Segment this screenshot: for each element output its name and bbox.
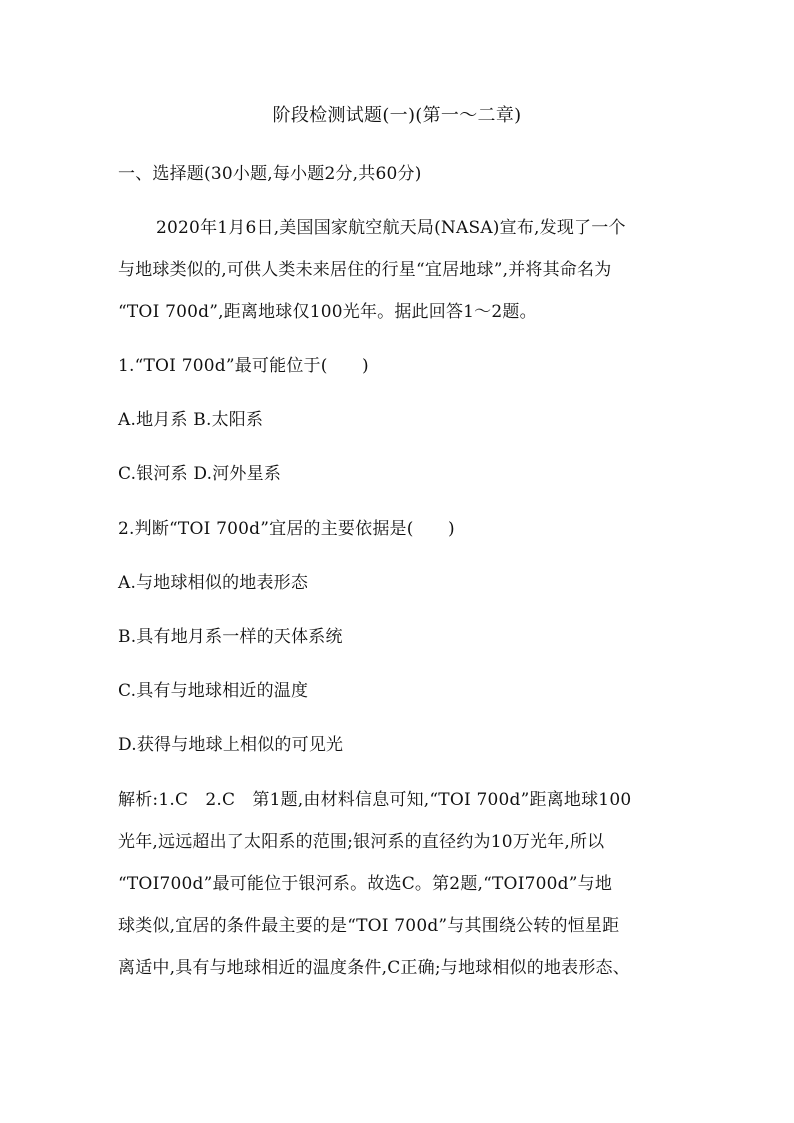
question-1-options-ab: A.地月系 B.太阳系 [118,410,264,430]
passage-line-1: 2020年1月6日,美国国家航空航天局(NASA)宣布,发现了一个 [156,218,626,238]
analysis-line-3: “TOI700d”最可能位于银河系。故选C。第2题,“TOI700d”与地 [118,874,613,894]
question-2-option-c: C.具有与地球相近的温度 [118,681,309,701]
question-2-option-a: A.与地球相似的地表形态 [118,573,309,593]
question-2-stem: 2.判断“TOI 700d”宜居的主要依据是( ) [118,519,455,539]
analysis-line-2: 光年,远远超出了太阳系的范围;银河系的直径约为10万光年,所以 [118,832,605,852]
analysis-line-4: 球类似,宜居的条件最主要的是“TOI 700d”与其围绕公转的恒星距 [118,916,620,936]
document-title: 阶段检测试题(一)(第一～二章) [272,105,522,126]
analysis-line-5: 离适中,具有与地球相近的温度条件,C正确;与地球相似的地表形态、 [118,958,630,978]
section-heading: 一、选择题(30小题,每小题2分,共60分) [118,164,422,184]
passage-line-2: 与地球类似的,可供人类未来居住的行星“宜居地球”,并将其命名为 [118,260,612,280]
analysis-line-1: 解析:1.C 2.C 第1题,由材料信息可知,“TOI 700d”距离地球100 [118,790,632,810]
question-1-stem: 1.“TOI 700d”最可能位于( ) [118,356,369,376]
passage-line-3: “TOI 700d”,距离地球仅100光年。据此回答1～2题。 [118,302,537,322]
question-1-options-cd: C.银河系 D.河外星系 [118,464,282,484]
question-2-option-b: B.具有地月系一样的天体系统 [118,627,343,647]
question-2-option-d: D.获得与地球上相似的可见光 [118,735,344,755]
